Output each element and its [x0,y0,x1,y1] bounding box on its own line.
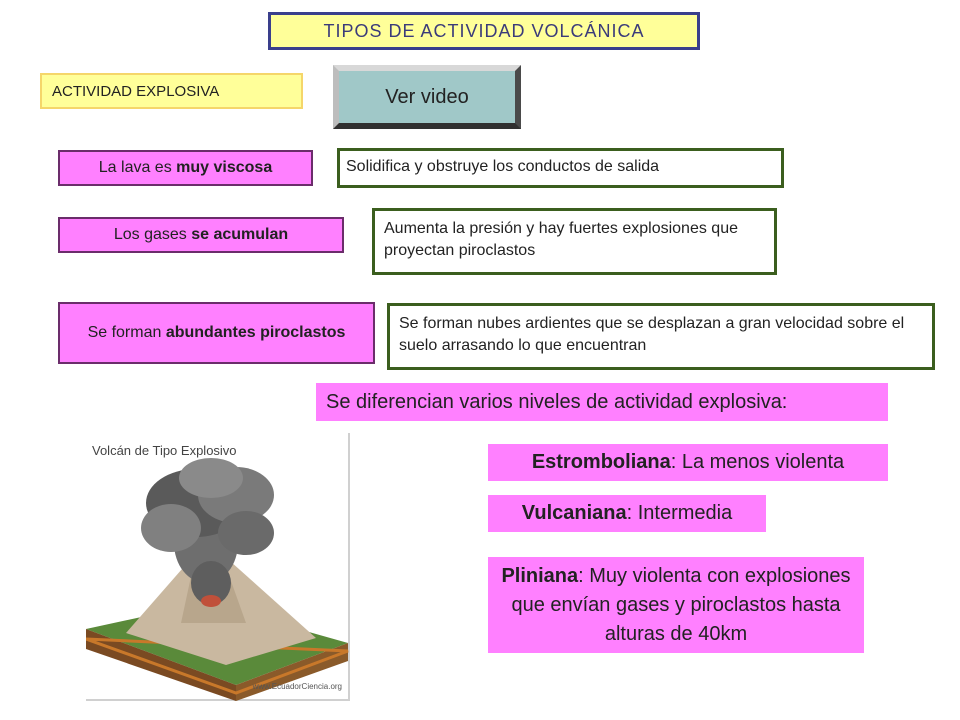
cause-text: Se forman [87,324,166,341]
level-desc: : Muy violenta con explosiones que envían gases y piroclastos hasta alturas de 40km [511,565,851,645]
effect-box-presion: Aumenta la presión y hay fuertes explosiones que proyectan piroclastos [372,208,777,275]
cause-box-viscosa [58,150,313,186]
cause-bold: se acumulan [191,226,289,243]
level-vulcaniana [488,495,766,532]
level-desc: : Intermedia [626,502,733,524]
lava-vent [201,595,221,607]
cause-bold: muy viscosa [176,159,273,176]
ash-cloud [179,458,243,498]
page-title: TIPOS DE ACTIVIDAD VOLCÁNICA [268,12,700,50]
level-pliniana [488,557,864,653]
effect-box-solidifica: Solidifica y obstruye los conductos de salida [337,148,784,188]
volcano-illustration [86,433,350,701]
image-credit: www.EcuadorCiencia.org [252,682,342,691]
level-name: Pliniana [501,565,579,587]
image-caption: Volcán de Tipo Explosivo [92,443,237,458]
volcano-image [86,433,350,701]
levels-intro: Se diferencian varios niveles de actividad explosiva: [316,383,888,421]
cause-text: Los gases [113,226,192,243]
ash-cloud [141,504,201,552]
section-label: ACTIVIDAD EXPLOSIVA [40,73,303,109]
ash-cloud [218,511,274,555]
ver-video-button[interactable]: Ver video [333,65,521,129]
cause-text: La lava es [98,159,177,176]
effect-box-nubes: Se forman nubes ardientes que se desplazan a gran velocidad sobre el suelo arrasando lo que encuentran [387,303,935,370]
level-estromboliana [488,444,888,481]
level-desc: : La menos violenta [670,451,845,473]
cause-box-gases [58,217,344,253]
cause-bold: abundantes piroclastos [165,324,346,341]
cause-box-piroclastos [58,302,375,364]
level-name: Vulcaniana [521,502,627,524]
level-name: Estromboliana [531,451,671,473]
